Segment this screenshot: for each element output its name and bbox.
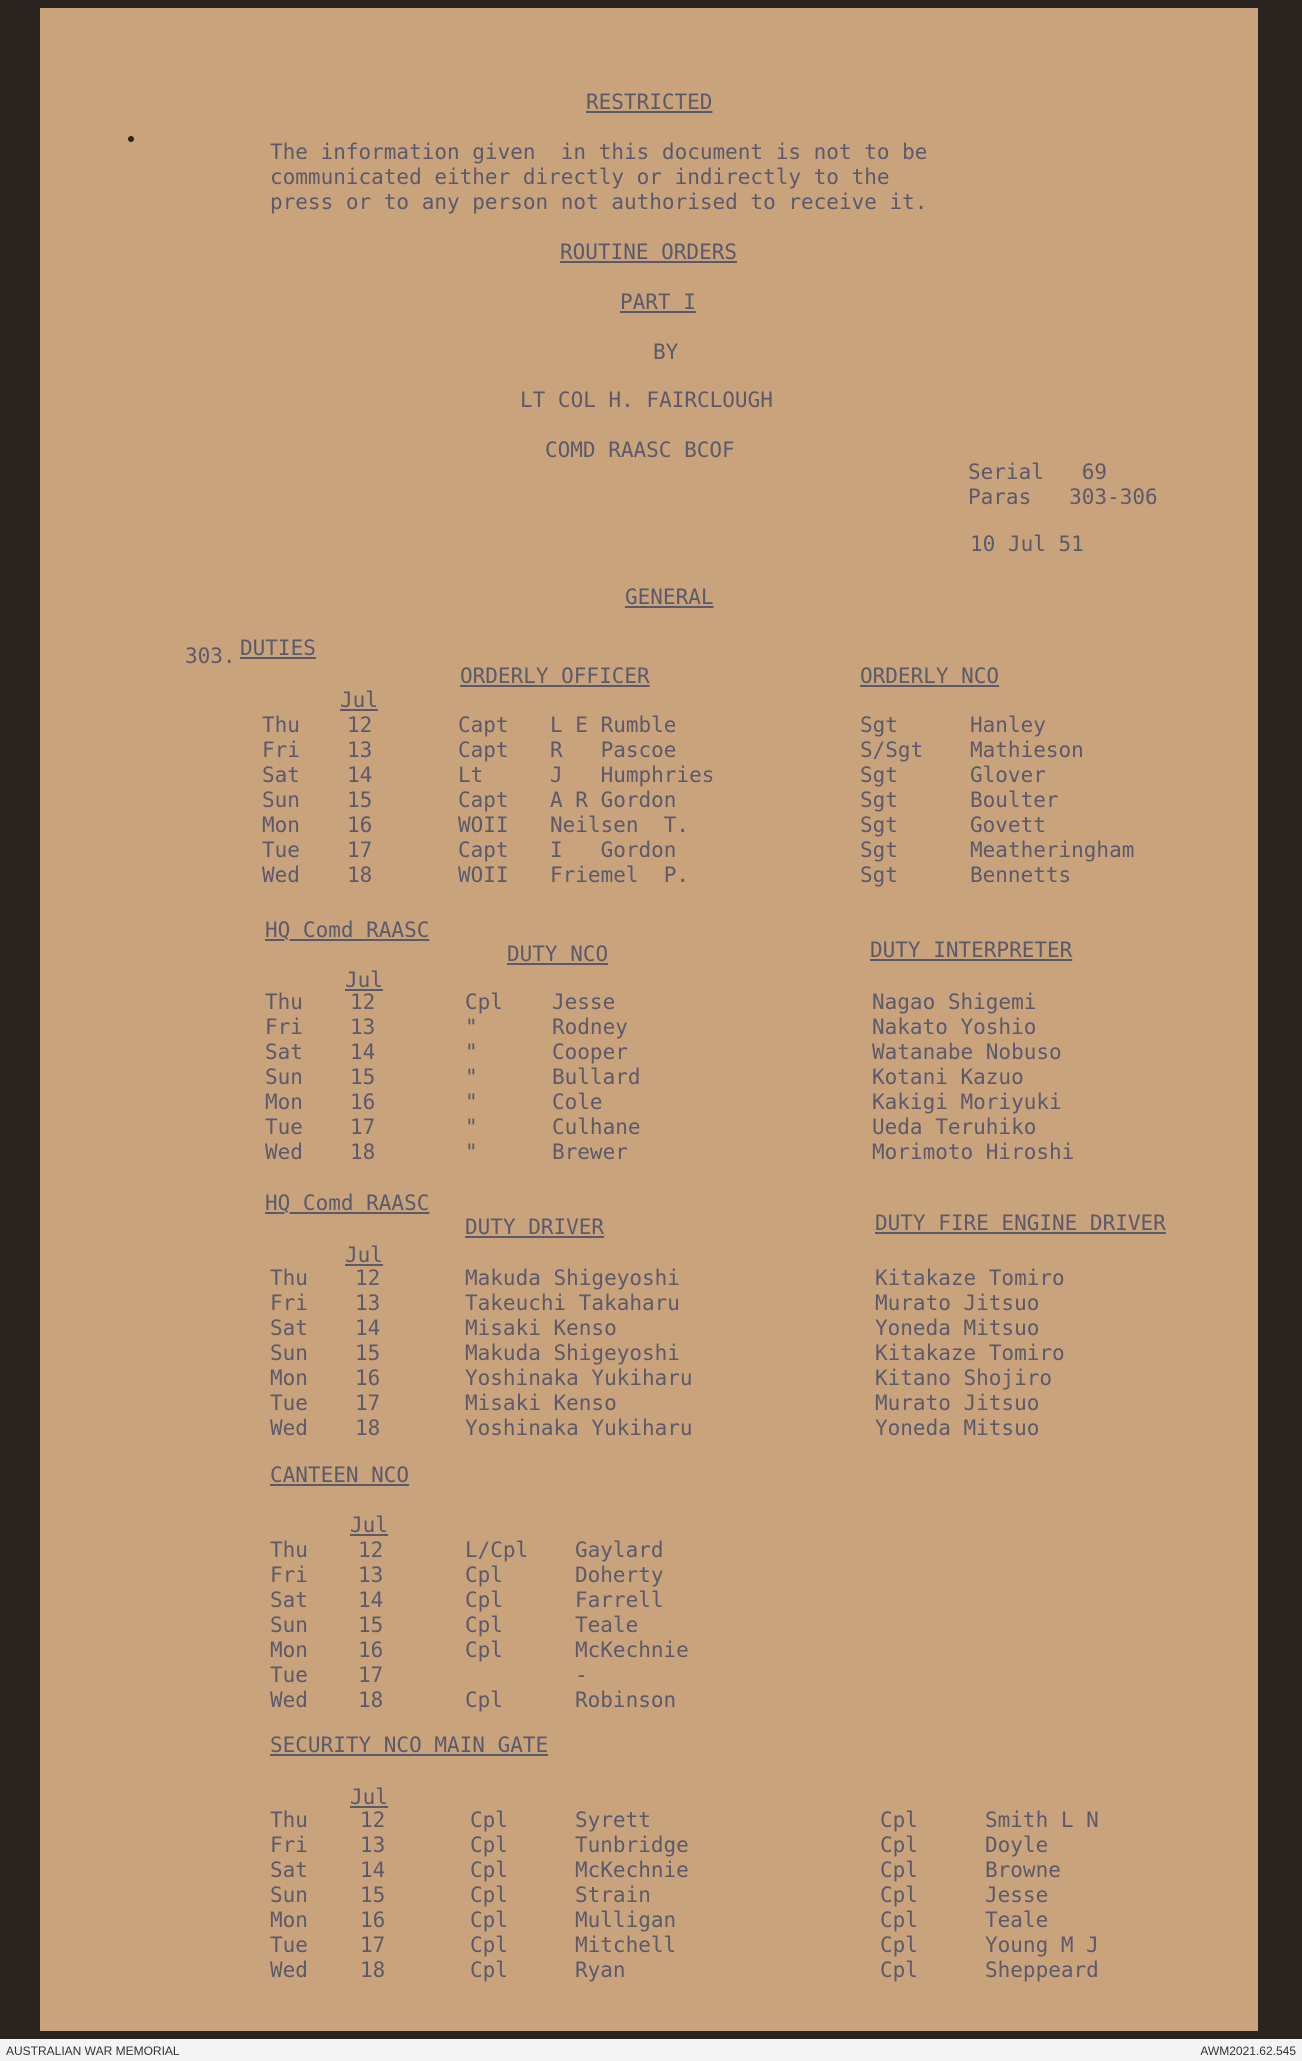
officer-rank: Capt xyxy=(458,788,509,812)
security-rank-alt: Cpl xyxy=(880,1858,918,1882)
footer-institution: AUSTRALIAN WAR MEMORIAL xyxy=(6,2044,180,2058)
hq-heading: HQ Comd RAASC xyxy=(265,918,430,942)
duty-nco-heading: DUTY NCO xyxy=(507,942,609,966)
day-date: 13 xyxy=(355,1291,381,1315)
day-date: 18 xyxy=(347,863,373,887)
canteen-rank: Cpl xyxy=(465,1588,503,1612)
fire-driver-name: Murato Jitsuo xyxy=(875,1391,1040,1415)
officer-rank: WOII xyxy=(458,813,509,837)
day-date: 16 xyxy=(358,1638,384,1662)
duty-interpreter-heading: DUTY INTERPRETER xyxy=(870,938,1073,962)
driver-name: Takeuchi Takaharu xyxy=(465,1291,680,1315)
officer-rank: Lt xyxy=(458,763,484,787)
day-name: Mon xyxy=(262,813,300,837)
day-date: 16 xyxy=(350,1090,376,1114)
paragraph-number: 303. xyxy=(185,644,236,668)
day-name: Sun xyxy=(270,1341,308,1365)
security-rank-alt: Cpl xyxy=(880,1883,918,1907)
day-date: 13 xyxy=(350,1015,376,1039)
day-date: 14 xyxy=(347,763,373,787)
day-name: Tue xyxy=(270,1391,308,1415)
day-name: Sat xyxy=(265,1040,303,1064)
day-name: Sat xyxy=(270,1858,308,1882)
canteen-rank: Cpl xyxy=(465,1613,503,1637)
day-date: 15 xyxy=(347,788,373,812)
nco-rank: Sgt xyxy=(860,838,898,862)
fire-driver-name: Kitakaze Tomiro xyxy=(875,1341,1065,1365)
day-name: Fri xyxy=(270,1291,308,1315)
canteen-name: Gaylard xyxy=(575,1538,664,1562)
duty-driver-heading: DUTY DRIVER xyxy=(465,1215,605,1239)
duty-nco-name: Jesse xyxy=(552,990,616,1014)
day-name: Fri xyxy=(265,1015,303,1039)
nco-name: Hanley xyxy=(970,713,1046,737)
day-date: 14 xyxy=(360,1858,386,1882)
driver-name: Yoshinaka Yukiharu xyxy=(465,1416,693,1440)
day-date: 18 xyxy=(355,1416,381,1440)
canteen-heading: CANTEEN NCO xyxy=(270,1463,410,1487)
day-name: Thu xyxy=(270,1808,308,1832)
security-name-alt: Young M J xyxy=(985,1933,1099,1957)
officer-name: I Gordon xyxy=(550,838,677,862)
security-rank: Cpl xyxy=(470,1883,508,1907)
day-name: Sun xyxy=(262,788,300,812)
officer-name: A R Gordon xyxy=(550,788,677,812)
driver-name: Makuda Shigeyoshi xyxy=(465,1266,680,1290)
part-label: PART I xyxy=(620,290,696,314)
duty-nco-rank: " xyxy=(465,1015,478,1039)
security-heading: SECURITY NCO MAIN GATE xyxy=(270,1733,549,1757)
general-heading: GENERAL xyxy=(625,585,714,609)
day-date: 16 xyxy=(355,1366,381,1390)
interpreter-name: Nagao Shigemi xyxy=(872,990,1037,1014)
day-name: Thu xyxy=(262,713,300,737)
day-date: 16 xyxy=(347,813,373,837)
driver-name: Misaki Kenso xyxy=(465,1316,617,1340)
day-name: Wed xyxy=(265,1140,303,1164)
day-name: Thu xyxy=(270,1538,308,1562)
restriction-notice-line: communicated either directly or indirectly to the xyxy=(270,165,890,189)
canteen-rank: Cpl xyxy=(465,1638,503,1662)
day-name: Wed xyxy=(270,1416,308,1440)
fire-driver-name: Yoneda Mitsuo xyxy=(875,1316,1040,1340)
duty-fire-driver-heading: DUTY FIRE ENGINE DRIVER xyxy=(875,1211,1166,1235)
officer-name: R Pascoe xyxy=(550,738,677,762)
day-date: 17 xyxy=(360,1933,386,1957)
duty-nco-rank: " xyxy=(465,1090,478,1114)
day-name: Wed xyxy=(262,863,300,887)
security-rank: Cpl xyxy=(470,1908,508,1932)
duty-nco-name: Bullard xyxy=(552,1065,641,1089)
canteen-name: - xyxy=(575,1663,588,1687)
punch-hole-mark xyxy=(128,136,134,142)
day-name: Mon xyxy=(270,1366,308,1390)
security-rank: Cpl xyxy=(470,1833,508,1857)
day-name: Wed xyxy=(270,1688,308,1712)
security-rank-alt: Cpl xyxy=(880,1833,918,1857)
nco-name: Glover xyxy=(970,763,1046,787)
nco-rank: Sgt xyxy=(860,863,898,887)
day-date: 12 xyxy=(350,990,376,1014)
day-name: Sun xyxy=(270,1613,308,1637)
day-name: Sun xyxy=(270,1883,308,1907)
restriction-notice-line: press or to any person not authorised to receive it. xyxy=(270,190,928,214)
fire-driver-name: Kitakaze Tomiro xyxy=(875,1266,1065,1290)
nco-name: Bennetts xyxy=(970,863,1072,887)
duty-nco-name: Cole xyxy=(552,1090,603,1114)
security-name: Mitchell xyxy=(575,1933,677,1957)
day-date: 14 xyxy=(358,1588,384,1612)
canteen-rank: Cpl xyxy=(465,1688,503,1712)
day-date: 18 xyxy=(358,1688,384,1712)
canteen-rank: Cpl xyxy=(465,1563,503,1587)
duty-nco-name: Brewer xyxy=(552,1140,628,1164)
driver-name: Misaki Kenso xyxy=(465,1391,617,1415)
security-name: Tunbridge xyxy=(575,1833,689,1857)
hq-heading: HQ Comd RAASC xyxy=(265,1191,430,1215)
interpreter-name: Nakato Yoshio xyxy=(872,1015,1037,1039)
security-rank-alt: Cpl xyxy=(880,1908,918,1932)
day-date: 12 xyxy=(360,1808,386,1832)
day-date: 15 xyxy=(350,1065,376,1089)
orderly-officer-heading: ORDERLY OFFICER xyxy=(460,664,650,688)
day-name: Fri xyxy=(262,738,300,762)
day-date: 12 xyxy=(347,713,373,737)
security-name-alt: Teale xyxy=(985,1908,1049,1932)
day-date: 14 xyxy=(355,1316,381,1340)
interpreter-name: Ueda Teruhiko xyxy=(872,1115,1037,1139)
canteen-name: Farrell xyxy=(575,1588,664,1612)
day-date: 15 xyxy=(358,1613,384,1637)
footer-accession: AWM2021.62.545 xyxy=(1200,2044,1296,2058)
day-name: Mon xyxy=(265,1090,303,1114)
duty-nco-name: Rodney xyxy=(552,1015,628,1039)
day-name: Sat xyxy=(262,763,300,787)
day-date: 18 xyxy=(350,1140,376,1164)
security-rank: Cpl xyxy=(470,1808,508,1832)
security-name-alt: Jesse xyxy=(985,1883,1049,1907)
day-name: Sat xyxy=(270,1316,308,1340)
security-name-alt: Sheppeard xyxy=(985,1958,1099,1982)
duty-nco-name: Cooper xyxy=(552,1040,628,1064)
document-title: ROUTINE ORDERS xyxy=(560,240,738,264)
day-name: Sat xyxy=(270,1588,308,1612)
paragraph-title: DUTIES xyxy=(240,636,316,660)
day-name: Fri xyxy=(270,1563,308,1587)
day-name: Tue xyxy=(270,1933,308,1957)
nco-rank: Sgt xyxy=(860,813,898,837)
day-date: 15 xyxy=(355,1341,381,1365)
day-date: 12 xyxy=(358,1538,384,1562)
day-date: 13 xyxy=(360,1833,386,1857)
security-rank: Cpl xyxy=(470,1933,508,1957)
month-label: Jul xyxy=(340,688,378,712)
canteen-name: Teale xyxy=(575,1613,639,1637)
month-label: Jul xyxy=(350,1513,388,1537)
interpreter-name: Kakigi Moriyuki xyxy=(872,1090,1062,1114)
day-name: Mon xyxy=(270,1638,308,1662)
day-name: Tue xyxy=(265,1115,303,1139)
security-rank-alt: Cpl xyxy=(880,1933,918,1957)
security-name: McKechnie xyxy=(575,1858,689,1882)
interpreter-name: Morimoto Hiroshi xyxy=(872,1140,1075,1164)
officer-name: J Humphries xyxy=(550,763,715,787)
day-name: Sun xyxy=(265,1065,303,1089)
restricted-heading: RESTRICTED xyxy=(586,90,713,114)
nco-name: Govett xyxy=(970,813,1046,837)
day-name: Wed xyxy=(270,1958,308,1982)
security-name-alt: Smith L N xyxy=(985,1808,1099,1832)
interpreter-name: Watanabe Nobuso xyxy=(872,1040,1062,1064)
day-date: 18 xyxy=(360,1958,386,1982)
security-name-alt: Doyle xyxy=(985,1833,1049,1857)
fire-driver-name: Murato Jitsuo xyxy=(875,1291,1040,1315)
duty-nco-rank: " xyxy=(465,1140,478,1164)
document-page xyxy=(40,8,1258,2031)
command-name: COMD RAASC BCOF xyxy=(545,438,735,462)
interpreter-name: Kotani Kazuo xyxy=(872,1065,1024,1089)
day-name: Tue xyxy=(270,1663,308,1687)
by-label: BY xyxy=(653,340,679,364)
officer-name: Friemel P. xyxy=(550,863,690,887)
security-name: Ryan xyxy=(575,1958,626,1982)
security-rank: Cpl xyxy=(470,1958,508,1982)
day-date: 17 xyxy=(358,1663,384,1687)
orderly-nco-heading: ORDERLY NCO xyxy=(860,664,1000,688)
duty-nco-name: Culhane xyxy=(552,1115,641,1139)
serial-number: Serial 69 xyxy=(968,460,1108,484)
day-date: 12 xyxy=(355,1266,381,1290)
day-name: Fri xyxy=(270,1833,308,1857)
security-rank: Cpl xyxy=(470,1858,508,1882)
day-name: Thu xyxy=(265,990,303,1014)
officer-rank: Capt xyxy=(458,838,509,862)
security-rank-alt: Cpl xyxy=(880,1808,918,1832)
day-date: 17 xyxy=(355,1391,381,1415)
driver-name: Makuda Shigeyoshi xyxy=(465,1341,680,1365)
canteen-rank: L/Cpl xyxy=(465,1538,529,1562)
nco-name: Meatheringham xyxy=(970,838,1135,862)
duty-nco-rank: Cpl xyxy=(465,990,503,1014)
duty-nco-rank: " xyxy=(465,1040,478,1064)
canteen-name: McKechnie xyxy=(575,1638,689,1662)
month-label: Jul xyxy=(345,968,383,992)
day-name: Tue xyxy=(262,838,300,862)
officer-rank: WOII xyxy=(458,863,509,887)
duty-nco-rank: " xyxy=(465,1065,478,1089)
day-date: 17 xyxy=(350,1115,376,1139)
nco-name: Boulter xyxy=(970,788,1059,812)
fire-driver-name: Kitano Shojiro xyxy=(875,1366,1053,1390)
security-name: Mulligan xyxy=(575,1908,677,1932)
paras-range: Paras 303-306 xyxy=(968,485,1158,509)
day-name: Thu xyxy=(270,1266,308,1290)
nco-rank: Sgt xyxy=(860,713,898,737)
month-label: Jul xyxy=(345,1243,383,1267)
day-date: 17 xyxy=(347,838,373,862)
day-date: 14 xyxy=(350,1040,376,1064)
day-date: 16 xyxy=(360,1908,386,1932)
fire-driver-name: Yoneda Mitsuo xyxy=(875,1416,1040,1440)
nco-rank: Sgt xyxy=(860,763,898,787)
day-date: 15 xyxy=(360,1883,386,1907)
canteen-name: Doherty xyxy=(575,1563,664,1587)
nco-name: Mathieson xyxy=(970,738,1084,762)
order-date: 10 Jul 51 xyxy=(970,532,1084,556)
day-name: Mon xyxy=(270,1908,308,1932)
officer-name: L E Rumble xyxy=(550,713,677,737)
security-name: Strain xyxy=(575,1883,651,1907)
nco-rank: Sgt xyxy=(860,788,898,812)
canteen-name: Robinson xyxy=(575,1688,677,1712)
security-name-alt: Browne xyxy=(985,1858,1061,1882)
duty-nco-rank: " xyxy=(465,1115,478,1139)
day-date: 13 xyxy=(358,1563,384,1587)
officer-rank: Capt xyxy=(458,713,509,737)
archive-footer xyxy=(0,2039,1302,2061)
driver-name: Yoshinaka Yukiharu xyxy=(465,1366,693,1390)
officer-name: Neilsen T. xyxy=(550,813,690,837)
officer-rank: Capt xyxy=(458,738,509,762)
day-date: 13 xyxy=(347,738,373,762)
security-rank-alt: Cpl xyxy=(880,1958,918,1982)
nco-rank: S/Sgt xyxy=(860,738,924,762)
commanding-officer: LT COL H. FAIRCLOUGH xyxy=(520,388,773,412)
month-label: Jul xyxy=(350,1785,388,1809)
restriction-notice-line: The information given in this document is not to be xyxy=(270,140,928,164)
security-name: Syrett xyxy=(575,1808,651,1832)
